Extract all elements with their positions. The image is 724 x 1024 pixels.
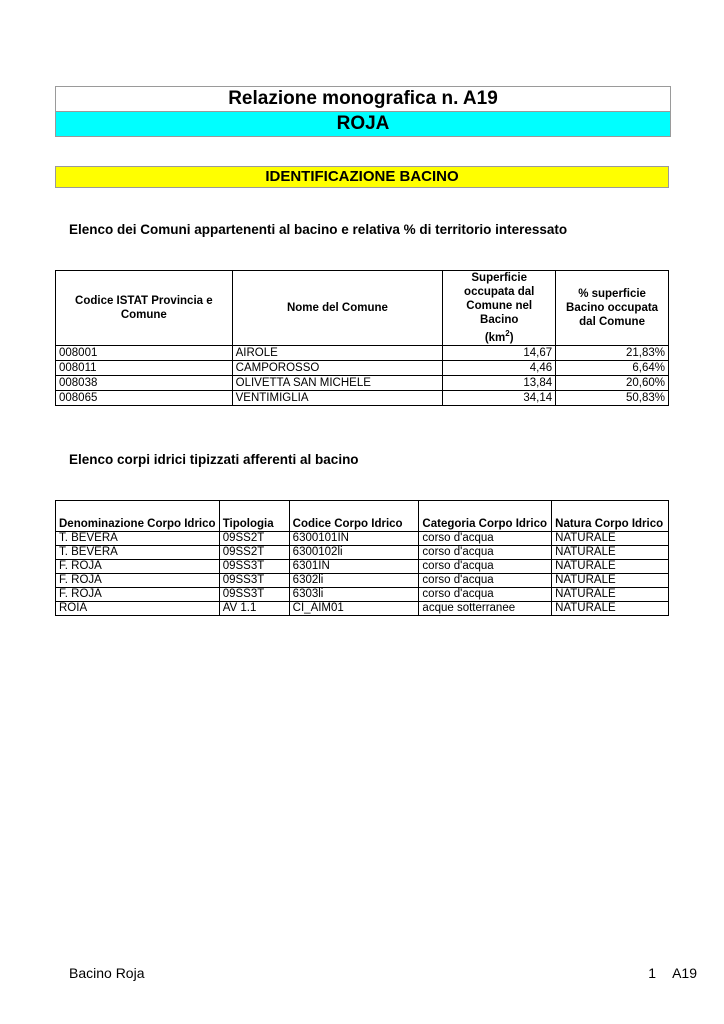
cell-superficie: 4,46 [443,360,556,375]
footer-basin: Bacino Roja [69,965,145,981]
report-title: Relazione monografica n. A19 [228,88,498,109]
cell-categoria: corso d'acqua [419,546,552,560]
col-superficie [443,271,556,346]
col-codice-corpo: Codice Corpo Idrico [289,501,419,532]
cell-natura: NATURALE [552,588,669,602]
report-code: A19 [672,965,697,981]
cell-denominazione: T. BEVERA [56,532,220,546]
cell-categoria: corso d'acqua [419,574,552,588]
section-title: IDENTIFICAZIONE BACINO [55,166,669,188]
cell-natura: NATURALE [552,602,669,616]
cell-codice: 008001 [56,345,233,360]
cell-codice-corpo: 6301IN [289,560,419,574]
corpi-heading: Elenco corpi idrici tipizzati afferenti al bacino [69,452,359,467]
corpi-table [55,500,669,616]
col-tipologia: Tipologia [219,501,289,532]
cell-tipologia: 09SS3T [219,588,289,602]
cell-tipologia: 09SS3T [219,574,289,588]
cell-percentuale: 20,60% [556,375,669,390]
table-row [56,574,669,588]
cell-categoria: corso d'acqua [419,588,552,602]
cell-codice: 008038 [56,375,233,390]
col-superficie-unit: (km [484,331,506,344]
table-row [56,390,669,405]
col-superficie-label: Superficie occupata dal Comune nel Bacino [464,272,535,326]
footer-page-info [648,965,697,981]
cell-natura: NATURALE [552,560,669,574]
cell-natura: NATURALE [552,532,669,546]
cell-codice-corpo: 6300101IN [289,532,419,546]
cell-percentuale: 6,64% [556,360,669,375]
cell-codice: 008065 [56,390,233,405]
col-nome-comune: Nome del Comune [232,271,443,346]
comuni-table [55,270,669,406]
cell-codice-corpo: 6300102li [289,546,419,560]
report-header [55,86,671,137]
cell-codice-corpo: CI_AIM01 [289,602,419,616]
table-row [56,375,669,390]
cell-tipologia: 09SS2T [219,546,289,560]
col-categoria: Categoria Corpo Idrico [419,501,552,532]
cell-denominazione: F. ROJA [56,560,220,574]
cell-tipologia: AV 1.1 [219,602,289,616]
cell-nome: CAMPOROSSO [232,360,443,375]
comuni-header-row [56,271,669,346]
cell-nome: OLIVETTA SAN MICHELE [232,375,443,390]
cell-superficie: 34,14 [443,390,556,405]
cell-codice: 008011 [56,360,233,375]
cell-superficie: 14,67 [443,345,556,360]
table-row [56,532,669,546]
cell-codice-corpo: 6303li [289,588,419,602]
cell-percentuale: 21,83% [556,345,669,360]
table-row [56,345,669,360]
col-denominazione: Denominazione Corpo Idrico [56,501,220,532]
col-natura: Natura Corpo Idrico [552,501,669,532]
table-row [56,546,669,560]
table-row [56,360,669,375]
cell-denominazione: ROIA [56,602,220,616]
col-percentuale: % superficie Bacino occupata dal Comune [556,271,669,346]
basin-name: ROJA [56,111,670,136]
cell-categoria: acque sotterranee [419,602,552,616]
table-row [56,602,669,616]
cell-denominazione: F. ROJA [56,574,220,588]
table-row [56,560,669,574]
cell-natura: NATURALE [552,546,669,560]
cell-categoria: corso d'acqua [419,532,552,546]
cell-nome: AIROLE [232,345,443,360]
comuni-heading: Elenco dei Comuni appartenenti al bacino e relativa % di territorio interessato [69,222,568,237]
col-superficie-close: ) [509,331,514,344]
cell-superficie: 13,84 [443,375,556,390]
cell-denominazione: T. BEVERA [56,546,220,560]
cell-codice-corpo: 6302li [289,574,419,588]
cell-natura: NATURALE [552,574,669,588]
cell-categoria: corso d'acqua [419,560,552,574]
cell-percentuale: 50,83% [556,390,669,405]
table-row [56,588,669,602]
col-superficie-exp: 2 [505,329,510,338]
cell-denominazione: F. ROJA [56,588,220,602]
page-number: 1 [648,965,657,981]
cell-tipologia: 09SS3T [219,560,289,574]
cell-tipologia: 09SS2T [219,532,289,546]
corpi-header-row [56,501,669,532]
cell-nome: VENTIMIGLIA [232,390,443,405]
col-codice-istat: Codice ISTAT Provincia e Comune [56,271,233,346]
